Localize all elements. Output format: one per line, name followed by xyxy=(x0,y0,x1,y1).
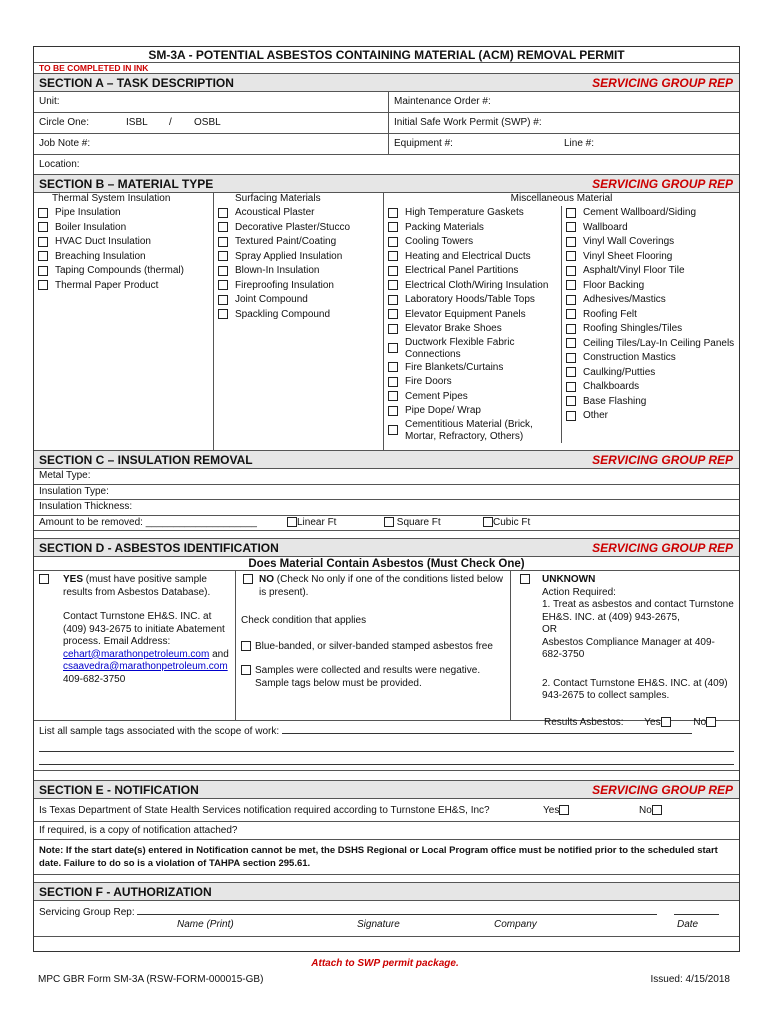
material-checkbox-wrap xyxy=(384,362,402,374)
material-checkbox[interactable] xyxy=(38,222,48,232)
material-item[interactable] xyxy=(562,293,739,308)
material-checkbox[interactable] xyxy=(38,251,48,261)
material-label: Laboratory Hoods/Table Tops xyxy=(405,294,535,306)
spacer xyxy=(34,875,739,883)
square-ft-checkbox[interactable] xyxy=(384,517,394,527)
email-link-2[interactable]: csaavedra@marathonpetroleum.com xyxy=(63,661,228,672)
material-label: High Temperature Gaskets xyxy=(405,207,524,219)
issued-date: Issued: 4/15/2018 xyxy=(650,974,730,985)
job-note-field[interactable]: Job Note #: xyxy=(34,134,389,154)
blue-banded-label: Blue-banded, or silver-banded stamped asbestos free xyxy=(255,640,493,652)
material-checkbox[interactable] xyxy=(566,280,576,290)
or-text: OR xyxy=(542,624,557,635)
section-d-title: SECTION D - ASBESTOS IDENTIFICATION xyxy=(39,541,279,555)
email-link-1[interactable]: cehart@marathonpetroleum.com xyxy=(63,648,210,660)
material-label: Roofing Felt xyxy=(583,308,637,320)
dshs-question: Is Texas Department of State Health Services notification required according to Turnstone EH&S, Inc? xyxy=(39,805,490,816)
material-checkbox-wrap xyxy=(562,222,580,234)
material-label: Construction Mastics xyxy=(583,352,676,364)
material-item[interactable] xyxy=(34,250,213,265)
section-a-title: SECTION A – TASK DESCRIPTION xyxy=(39,76,234,90)
dshs-yes-option[interactable] xyxy=(543,799,569,822)
material-label: Electrical Cloth/Wiring Insulation xyxy=(405,279,549,291)
material-label: Taping Compounds (thermal) xyxy=(55,265,184,277)
thermal-heading: Thermal System Insulation xyxy=(52,193,171,204)
material-checkbox-wrap xyxy=(562,251,580,263)
material-label: Packing Materials xyxy=(405,221,484,233)
circle-one-field xyxy=(34,113,389,133)
servicing-rep-label: SERVICING GROUP REP xyxy=(592,453,733,467)
amount-field[interactable]: Amount to be removed: ____________________ xyxy=(39,516,257,528)
spacer xyxy=(34,771,739,781)
material-item[interactable] xyxy=(384,279,561,294)
material-checkbox-wrap xyxy=(34,265,52,277)
insulation-type-field[interactable]: Insulation Type: xyxy=(34,485,739,501)
material-item[interactable] xyxy=(214,293,383,308)
material-label: Adhesives/Mastics xyxy=(583,294,666,306)
material-label: Wallboard xyxy=(583,221,628,233)
blue-banded-checkbox[interactable] xyxy=(241,641,251,651)
material-checkbox[interactable] xyxy=(566,324,576,334)
material-checkbox[interactable] xyxy=(566,309,576,319)
swp-field[interactable]: Initial Safe Work Permit (SWP) #: xyxy=(394,117,542,128)
material-item[interactable] xyxy=(562,366,739,381)
material-label: Thermal Paper Product xyxy=(55,279,159,291)
material-item[interactable] xyxy=(384,337,561,361)
material-item[interactable] xyxy=(214,279,383,294)
dshs-question-row xyxy=(34,799,739,822)
material-checkbox[interactable] xyxy=(566,237,576,247)
material-item[interactable] xyxy=(562,409,739,424)
section-c-header xyxy=(34,451,739,469)
material-label: Fire Doors xyxy=(405,376,452,388)
servicing-rep-label: SERVICING GROUP REP xyxy=(592,783,733,797)
material-checkbox[interactable] xyxy=(218,295,228,305)
check-condition-text: Check condition that applies xyxy=(241,615,367,626)
misc-column xyxy=(384,193,739,450)
material-checkbox[interactable] xyxy=(388,251,398,261)
material-label: Cooling Towers xyxy=(405,236,474,248)
material-checkbox-wrap xyxy=(562,280,580,292)
material-checkbox[interactable] xyxy=(566,222,576,232)
unknown-column xyxy=(511,571,739,728)
material-label: Ceiling Tiles/Lay-In Ceiling Panels xyxy=(583,337,735,349)
material-item[interactable] xyxy=(384,322,561,337)
material-label: Elevator Equipment Panels xyxy=(405,308,526,320)
asbestos-question: Does Material Contain Asbestos (Must Check One) xyxy=(34,557,739,571)
location-field[interactable]: Location: xyxy=(34,155,739,175)
material-checkbox-wrap xyxy=(384,309,402,321)
material-checkbox-wrap xyxy=(562,367,580,379)
dshs-yes-label: Yes xyxy=(543,805,560,816)
material-checkbox[interactable] xyxy=(566,382,576,392)
material-checkbox-wrap xyxy=(214,236,232,248)
contact-text: Contact Turnstone EH&S. INC. at (409) 943-2675 to initiate Abatement process. Email Address: xyxy=(63,611,225,647)
material-item[interactable] xyxy=(214,206,383,221)
material-item[interactable] xyxy=(384,390,561,405)
results-no-label: No xyxy=(693,716,707,728)
equipment-field[interactable]: Equipment #: xyxy=(394,138,453,149)
material-checkbox-wrap xyxy=(562,396,580,408)
unknown-checkbox[interactable] xyxy=(520,574,530,584)
material-checkbox-wrap xyxy=(562,309,580,321)
material-checkbox-wrap xyxy=(34,280,52,292)
line-field[interactable]: Line #: xyxy=(564,138,595,149)
sample-tags-label: List all sample tags associated with the scope of work: xyxy=(39,726,280,737)
material-label: Textured Paint/Coating xyxy=(235,236,337,248)
material-item[interactable] xyxy=(384,250,561,265)
surfacing-heading: Surfacing Materials xyxy=(235,193,321,204)
material-item[interactable] xyxy=(384,293,561,308)
material-checkbox-wrap xyxy=(214,207,232,219)
no-description: (Check No only if one of the conditions listed below is present). xyxy=(259,574,504,598)
material-checkbox-wrap xyxy=(384,343,402,355)
no-label: NO xyxy=(259,574,274,585)
material-item[interactable] xyxy=(214,264,383,279)
servicing-rep-label: SERVICING GROUP REP xyxy=(592,541,733,555)
material-checkbox[interactable] xyxy=(218,280,228,290)
material-checkbox[interactable] xyxy=(388,295,398,305)
material-checkbox[interactable] xyxy=(388,237,398,247)
material-item[interactable] xyxy=(384,404,561,419)
compliance-manager-text: Asbestos Compliance Manager at 409-682-3750 xyxy=(542,636,715,660)
results-yes-label: Yes xyxy=(644,716,661,728)
material-item[interactable] xyxy=(214,308,383,323)
section-f-header xyxy=(34,883,739,901)
material-checkbox[interactable] xyxy=(566,251,576,261)
material-checkbox[interactable] xyxy=(38,280,48,290)
servicing-rep-sig-label: Servicing Group Rep: xyxy=(39,907,135,918)
material-checkbox[interactable] xyxy=(388,280,398,290)
material-item[interactable] xyxy=(384,206,561,221)
material-checkbox-wrap xyxy=(214,251,232,263)
material-item[interactable] xyxy=(34,235,213,250)
linear-ft-checkbox[interactable] xyxy=(287,517,297,527)
misc-heading: Miscellaneous Material xyxy=(510,193,613,204)
material-checkbox[interactable] xyxy=(218,222,228,232)
material-label: Elevator Brake Shoes xyxy=(405,323,502,335)
amount-row xyxy=(34,516,739,531)
material-item[interactable] xyxy=(214,250,383,265)
material-label: Breaching Insulation xyxy=(55,250,146,262)
material-label: Fireproofing Insulation xyxy=(235,279,334,291)
square-ft-label: Square Ft xyxy=(396,516,441,528)
material-label: Base Flashing xyxy=(583,395,647,407)
material-checkbox[interactable] xyxy=(566,411,576,421)
material-checkbox-wrap xyxy=(562,323,580,335)
slash-separator: / xyxy=(169,117,172,128)
servicing-rep-label: SERVICING GROUP REP xyxy=(592,177,733,191)
no-column xyxy=(236,571,511,720)
unknown-label: UNKNOWN xyxy=(542,574,596,585)
material-checkbox[interactable] xyxy=(388,425,398,435)
equipment-line-field xyxy=(389,134,739,154)
material-label: Spray Applied Insulation xyxy=(235,250,343,262)
material-checkbox-wrap xyxy=(562,381,580,393)
material-label: Floor Backing xyxy=(583,279,645,291)
material-checkbox-wrap xyxy=(562,236,580,248)
material-checkbox-wrap xyxy=(34,251,52,263)
section-a-header xyxy=(34,74,739,92)
material-label: Joint Compound xyxy=(235,294,308,306)
material-checkbox-wrap xyxy=(384,294,402,306)
phone-text: 409-682-3750 xyxy=(63,673,126,685)
material-item[interactable] xyxy=(562,221,739,236)
spacer xyxy=(34,531,739,539)
material-label: Fire Blankets/Curtains xyxy=(405,361,504,373)
linear-ft-option[interactable] xyxy=(287,516,336,531)
material-checkbox-wrap xyxy=(562,410,580,422)
material-item[interactable] xyxy=(562,337,739,352)
cubic-ft-checkbox[interactable] xyxy=(483,517,493,527)
material-item[interactable] xyxy=(562,206,739,221)
material-item[interactable] xyxy=(34,221,213,236)
material-checkbox-wrap xyxy=(562,294,580,306)
material-checkbox-wrap xyxy=(562,265,580,277)
material-item[interactable] xyxy=(384,235,561,250)
material-checkbox[interactable] xyxy=(218,208,228,218)
material-label: Cement Wallboard/Siding xyxy=(583,207,697,219)
material-item[interactable] xyxy=(384,361,561,376)
samples-negative-label: Samples were collected and results were negative. Sample tags below must be provided. xyxy=(255,665,481,689)
material-checkbox-wrap xyxy=(562,207,580,219)
results-asbestos-label: Results Asbestos: xyxy=(544,716,624,728)
material-item[interactable] xyxy=(562,322,739,337)
dshs-no-checkbox[interactable] xyxy=(652,805,662,815)
material-item[interactable] xyxy=(384,264,561,279)
material-item[interactable] xyxy=(562,308,739,323)
osbl-option[interactable]: OSBL xyxy=(194,117,221,128)
material-label: Chalkboards xyxy=(583,381,640,393)
material-checkbox-wrap xyxy=(214,280,232,292)
material-item[interactable] xyxy=(34,264,213,279)
material-checkbox[interactable] xyxy=(388,406,398,416)
insulation-block xyxy=(34,469,739,531)
material-checkbox[interactable] xyxy=(388,266,398,276)
unit-row xyxy=(34,92,739,113)
material-label: Pipe Insulation xyxy=(55,207,121,219)
material-item[interactable] xyxy=(384,221,561,236)
thermal-column xyxy=(34,193,214,450)
unit-field[interactable]: Unit: xyxy=(34,92,389,112)
material-checkbox-wrap xyxy=(214,309,232,321)
material-checkbox-wrap xyxy=(214,222,232,234)
material-checkbox-wrap xyxy=(384,323,402,335)
section-f-title: SECTION F - AUTHORIZATION xyxy=(39,885,212,899)
servicing-rep-label: SERVICING GROUP REP xyxy=(592,76,733,90)
material-item[interactable] xyxy=(562,264,739,279)
material-label: Acoustical Plaster xyxy=(235,207,315,219)
material-checkbox-wrap xyxy=(384,391,402,403)
material-checkbox[interactable] xyxy=(388,391,398,401)
surfacing-column xyxy=(214,193,384,450)
section-d-header xyxy=(34,539,739,557)
material-checkbox-wrap xyxy=(384,425,402,437)
material-checkbox-wrap xyxy=(214,265,232,277)
material-label: Decorative Plaster/Stucco xyxy=(235,221,351,233)
material-item[interactable] xyxy=(34,206,213,221)
material-item[interactable] xyxy=(384,308,561,323)
material-checkbox[interactable] xyxy=(566,353,576,363)
sample-tags-line-3[interactable] xyxy=(39,752,734,765)
material-label: Ductwork Flexible Fabric Connections xyxy=(405,336,515,360)
circle-row xyxy=(34,113,739,134)
step1-text: 1. Treat as asbestos and contact Turnstone EH&S. INC. at (409) 943-2675, xyxy=(542,599,734,623)
material-checkbox[interactable] xyxy=(218,266,228,276)
material-item[interactable] xyxy=(384,419,561,443)
dshs-no-label: No xyxy=(639,805,652,816)
material-label: Asphalt/Vinyl Floor Tile xyxy=(583,265,685,277)
material-checkbox[interactable] xyxy=(566,367,576,377)
and-text: and xyxy=(212,648,229,660)
material-label: Blown-In Insulation xyxy=(235,265,320,277)
square-ft-option[interactable] xyxy=(384,516,441,531)
material-checkbox-wrap xyxy=(34,222,52,234)
servicing-rep-sig-field[interactable] xyxy=(137,906,657,915)
material-checkbox[interactable] xyxy=(388,324,398,334)
material-checkbox-wrap xyxy=(562,352,580,364)
metal-type-field[interactable]: Metal Type: xyxy=(34,469,739,485)
name-print-caption: Name (Print) xyxy=(177,919,234,930)
material-checkbox-wrap xyxy=(384,265,402,277)
material-label: Caulking/Putties xyxy=(583,366,656,378)
material-grid xyxy=(34,193,739,451)
sample-tags-line-2[interactable] xyxy=(39,739,734,752)
material-checkbox-wrap xyxy=(384,376,402,388)
material-checkbox-wrap xyxy=(384,207,402,219)
material-checkbox[interactable] xyxy=(218,309,228,319)
material-checkbox[interactable] xyxy=(38,237,48,247)
cubic-ft-label: Cubic Ft xyxy=(493,516,531,528)
circle-one-label: Circle One: xyxy=(39,117,90,128)
yes-label: YES xyxy=(63,574,84,585)
material-item[interactable] xyxy=(562,250,739,265)
section-b-header xyxy=(34,175,739,193)
job-row xyxy=(34,134,739,155)
sample-tags-field[interactable] xyxy=(282,724,692,734)
section-b-title: SECTION B – MATERIAL TYPE xyxy=(39,177,214,191)
material-checkbox[interactable] xyxy=(218,251,228,261)
material-checkbox[interactable] xyxy=(388,343,398,353)
yes-description: (must have positive sample results from Asbestos Database). xyxy=(63,574,211,598)
section-e-title: SECTION E - NOTIFICATION xyxy=(39,783,199,797)
material-checkbox[interactable] xyxy=(38,266,48,276)
material-label: Vinyl Wall Coverings xyxy=(583,236,675,248)
form-title: SM-3A - POTENTIAL ASBESTOS CONTAINING MATERIAL (ACM) REMOVAL PERMIT xyxy=(34,47,739,63)
material-item[interactable] xyxy=(562,395,739,410)
authorization-row xyxy=(34,901,739,937)
yes-column xyxy=(34,571,236,720)
insulation-thickness-field[interactable]: Insulation Thickness: xyxy=(34,500,739,516)
section-c-title: SECTION C – INSULATION REMOVAL xyxy=(39,453,253,467)
spacer xyxy=(34,937,739,951)
material-item[interactable] xyxy=(562,235,739,250)
sample-tags-block xyxy=(34,721,739,771)
yes-checkbox[interactable] xyxy=(39,574,49,584)
signature-caption: Signature xyxy=(357,919,400,930)
asbestos-options xyxy=(34,571,739,728)
material-checkbox-wrap xyxy=(34,236,52,248)
material-item[interactable] xyxy=(562,279,739,294)
material-checkbox[interactable] xyxy=(388,377,398,387)
linear-ft-label: Linear Ft xyxy=(297,516,337,528)
material-item[interactable] xyxy=(562,351,739,366)
material-item[interactable] xyxy=(562,380,739,395)
material-checkbox-wrap xyxy=(34,207,52,219)
date-caption: Date xyxy=(677,919,699,930)
material-checkbox[interactable] xyxy=(566,338,576,348)
material-checkbox[interactable] xyxy=(38,208,48,218)
permit-form xyxy=(33,46,740,952)
material-checkbox[interactable] xyxy=(388,222,398,232)
material-label: Spackling Compound xyxy=(235,308,331,320)
material-item[interactable] xyxy=(384,375,561,390)
isbl-option[interactable]: ISBL xyxy=(126,117,148,128)
company-caption: Company xyxy=(494,919,537,930)
material-item[interactable] xyxy=(34,279,213,294)
maintenance-order-field[interactable]: Maintenance Order #: xyxy=(394,96,491,107)
material-checkbox[interactable] xyxy=(388,309,398,319)
material-checkbox[interactable] xyxy=(566,266,576,276)
material-label: HVAC Duct Insulation xyxy=(55,236,151,248)
material-label: Electrical Panel Partitions xyxy=(405,265,519,277)
material-checkbox[interactable] xyxy=(566,295,576,305)
ink-note: TO BE COMPLETED IN INK xyxy=(34,63,739,74)
action-required-text: Action Required: xyxy=(542,586,616,598)
material-checkbox[interactable] xyxy=(218,237,228,247)
material-label: Other xyxy=(583,410,609,422)
material-checkbox-wrap xyxy=(384,280,402,292)
material-item[interactable] xyxy=(214,221,383,236)
material-checkbox-wrap xyxy=(384,251,402,263)
material-checkbox-wrap xyxy=(384,405,402,417)
material-checkbox-wrap xyxy=(384,236,402,248)
material-checkbox[interactable] xyxy=(566,208,576,218)
material-checkbox-wrap xyxy=(214,294,232,306)
material-checkbox[interactable] xyxy=(566,396,576,406)
form-number: MPC GBR Form SM-3A (RSW-FORM-000015-GB) xyxy=(38,974,264,985)
material-label: Cement Pipes xyxy=(405,390,468,402)
material-label: Heating and Electrical Ducts xyxy=(405,250,531,262)
section-e-header xyxy=(34,781,739,799)
dshs-no-option[interactable] xyxy=(639,799,662,822)
attach-note: Attach to SWP permit package. xyxy=(311,958,459,969)
date-field[interactable] xyxy=(674,906,719,915)
material-checkbox[interactable] xyxy=(388,208,398,218)
material-checkbox[interactable] xyxy=(388,362,398,372)
cubic-ft-option[interactable] xyxy=(483,516,530,531)
samples-negative-checkbox[interactable] xyxy=(241,665,251,675)
material-item[interactable] xyxy=(214,235,383,250)
dshs-yes-checkbox[interactable] xyxy=(559,805,569,815)
material-checkbox-wrap xyxy=(562,338,580,350)
material-label: Cementitious Material (Brick, Mortar, Refractory, Others) xyxy=(405,418,533,442)
material-label: Boiler Insulation xyxy=(55,221,127,233)
material-checkbox-wrap xyxy=(384,222,402,234)
step2-text: 2. Contact Turnstone EH&S. INC. at (409) 943-2675 to collect samples. xyxy=(542,677,728,701)
material-label: Roofing Shingles/Tiles xyxy=(583,323,683,335)
no-checkbox[interactable] xyxy=(243,574,253,584)
notification-attached-field[interactable]: If required, is a copy of notification attached? xyxy=(34,822,739,840)
material-label: Pipe Dope/ Wrap xyxy=(405,405,481,417)
material-label: Vinyl Sheet Flooring xyxy=(583,250,673,262)
notification-note: Note: If the start date(s) entered in Notification cannot be met, the DSHS Regional or Local Program office must be notified prior to the scheduled start date. Failure to do so is a violation of TAHPA section 295.61. xyxy=(34,840,739,875)
